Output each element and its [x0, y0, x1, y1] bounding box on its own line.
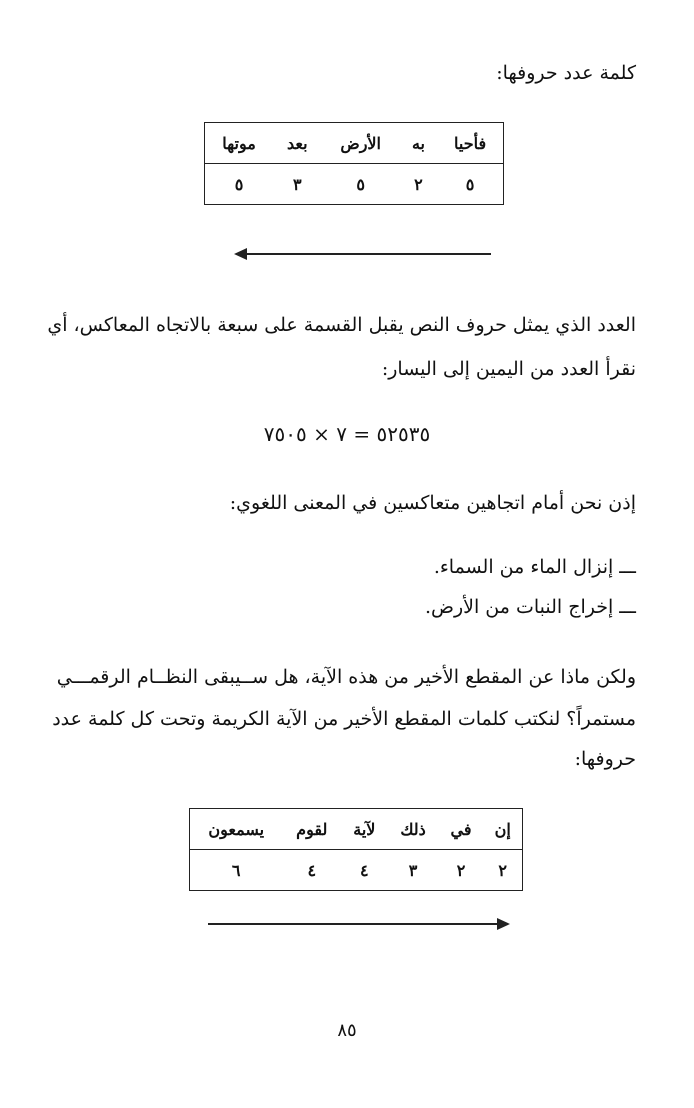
paragraph-2: إذن نحن أمام اتجاهين متعاكسين في المعنى اللغوي:	[229, 492, 636, 514]
list-item: ـــ إنزال الماء من السماء.	[433, 556, 636, 578]
list-item: ـــ إخراج النبات من الأرض.	[424, 596, 636, 618]
page-number: ٨٥	[337, 1020, 357, 1041]
paragraph-1-line-2: نقرأ العدد من اليمين إلى اليسار:	[381, 358, 636, 380]
intro-line: كلمة عدد حروفها:	[496, 62, 636, 84]
count-cell: ٢	[400, 164, 437, 205]
word-cell: في	[450, 819, 472, 839]
word-cell: بعد	[286, 133, 308, 153]
word-cell: ذلك	[400, 819, 426, 839]
paragraph-3-line-2: مستمراً؟ لنكتب كلمات المقطع الأخير من الآية الكريمة وتحت كل كلمة عدد	[52, 708, 636, 730]
count-cell: ٥	[205, 164, 274, 205]
paragraph-3-line-1: ولكن ماذا عن المقطع الأخير من هذه الآية، هل ســيبقى النظــام الرقمـــي	[56, 666, 636, 688]
table-row-words	[190, 809, 523, 850]
word-count-table-2	[189, 808, 523, 891]
word-cell: الأرض	[340, 133, 381, 153]
table-row-words	[205, 123, 504, 164]
table-row-counts	[190, 850, 523, 891]
count-cell: ٦	[190, 850, 283, 891]
word-count-table-1	[204, 122, 504, 205]
paragraph-3-line-3: حروفها:	[574, 748, 636, 770]
left-arrow-icon	[236, 247, 491, 261]
word-cell: به	[411, 133, 425, 153]
count-cell: ٥	[322, 164, 400, 205]
table-row-counts	[205, 164, 504, 205]
word-cell: موتها	[222, 133, 256, 153]
equation: ٥٢٥٣٥ = ٧ × ٧٥٠٥	[263, 422, 431, 446]
count-cell: ٤	[282, 850, 341, 891]
word-cell: لآية	[353, 819, 376, 839]
count-cell: ٣	[388, 850, 439, 891]
count-cell: ٢	[483, 850, 522, 891]
count-cell: ٤	[341, 850, 387, 891]
word-cell: يسمعون	[208, 819, 265, 839]
right-arrow-icon	[208, 917, 508, 931]
count-cell: ٢	[439, 850, 484, 891]
word-cell: لقوم	[296, 819, 328, 839]
word-cell: فأحيا	[453, 133, 487, 153]
count-cell: ٥	[437, 164, 503, 205]
word-cell: إن	[494, 819, 511, 839]
count-cell: ٣	[273, 164, 321, 205]
paragraph-1-line-1: العدد الذي يمثل حروف النص يقبل القسمة على سبعة بالاتجاه المعاكس، أي	[47, 314, 636, 336]
